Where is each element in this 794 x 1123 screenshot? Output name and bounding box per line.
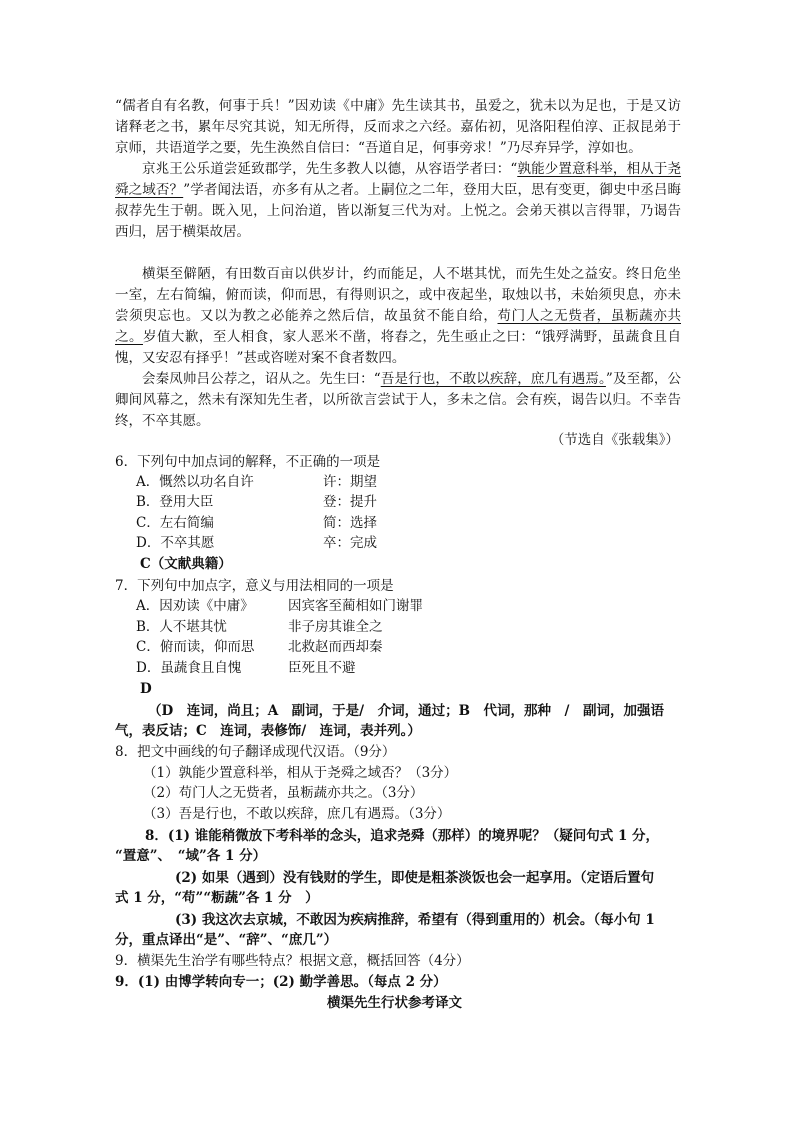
q6-option-a: [0, 472, 794, 492]
q8-answer-3-line-2: 分，重点译出“是”、“辞”、“庶几”）: [115, 932, 338, 948]
passage-p4-text-a: 会秦凤帅吕公荐之，诏从之。先生曰：“: [142, 371, 381, 387]
q6-option-a-text: A．慨然以功名自许: [136, 474, 254, 490]
q6-option-b-text: B．登用大臣: [136, 494, 214, 510]
q7-option-d-text: D．虽蔬食且自愧: [136, 660, 242, 676]
q8-item-1: （1）孰能少置意科举，相从于尧舜之域否？（3分）: [143, 765, 458, 781]
q7-option-c-compare: 北救赵而西却秦: [288, 639, 383, 655]
passage-paragraph-1: “儒者自有名教，何事于兵！”因劝读《中庸》先生读其书，虽爱之，犹未以为足也，于是又访诸释老之书，累年尽究其说，知无所得，反而求之六经。嘉佑初，见洛阳程伯淳、正叔昆弟于京师，共语道学之要，先生涣然自信曰：“吾道自足，何事旁求！”乃尽弃异学，淳如也。: [115, 98, 681, 156]
q6-option-c: [0, 513, 794, 533]
passage-p2-text-b: ”学者闻法语，亦多有从之者。上嗣位之二年，登用大臣，思有变更，御史中丞吕晦叔荐先生于朝。既入见，上问治道，皆以渐复三代为对。上悦之。会弟天祺以言得罪，乃谒告西归，居于横渠故居。: [115, 182, 681, 240]
q8-item-2: （2）苟门人之无赀者，虽粝蔬亦共之。（3分）: [143, 785, 424, 801]
q6-option-c-gloss: 简：选择: [323, 515, 377, 531]
q6-stem: 6．下列句中加点词的解释，不正确的一项是: [115, 454, 381, 470]
q8-answer-1-line-1: 8．(1) 谁能稍微放下考科举的念头，追求尧舜（那样）的境界呢？（疑问句式 1 分，: [145, 828, 660, 844]
q8-answer-3-line-1: (3) 我这次去京城，不敢因为疾病推辞，希望有（得到重用的）机会。（每小句 1: [175, 912, 655, 928]
passage-paragraph-4: [115, 369, 681, 432]
passage-p2-text-a: 京兆王公乐道尝延致郡学，先生多教人以德，从容语学者曰：“: [142, 161, 518, 177]
q7-answer: D: [140, 681, 152, 697]
passage-p4-text-b: ”及至都，公卿间风幕之，然未有深知先生者，以所欲言尝试于人，多未之信。会有疾，谒告以归。不幸告终，不卒其愿。: [115, 371, 682, 429]
q6-option-d-text: D．不卒其愿: [136, 535, 215, 551]
underlined-sentence-1: 孰能少置意科举，相从于尧舜之域否？: [115, 161, 682, 198]
q7-option-a-compare: 因宾客至蔺相如门谢罪: [288, 598, 423, 614]
q6-answer: C（文献典籍）: [140, 556, 232, 572]
q6-option-b-gloss: 登：提升: [323, 494, 377, 510]
q7-option-b: [0, 617, 794, 637]
underlined-sentence-3: 吾是行也，不敢以疾辞，庶几有遇焉。: [380, 371, 606, 387]
source-citation: （节选自《张载集》）: [550, 432, 679, 448]
q7-stem: 7．下列句中加点字，意义与用法相同的一项是: [115, 578, 394, 594]
q8-answer-2-line-2: 式 1 分，“苟”“粝蔬”各 1 分 ）: [115, 890, 319, 906]
q6-option-b: [0, 492, 794, 512]
q6-option-a-gloss: 许：期望: [323, 474, 377, 490]
q7-explanation-line-1: （D 连词，尚且；A 副词，于是/ 介词，通过；B 代词，那种 / 副词，加强语: [148, 703, 664, 719]
q7-option-c-text: C．俯而读，仰而思: [136, 639, 255, 655]
passage-paragraph-3: [115, 264, 681, 369]
q6-option-d: [0, 533, 794, 553]
q7-option-d-compare: 臣死且不避: [288, 660, 356, 676]
q8-item-3: （3）吾是行也，不敢以疾辞，庶几有遇焉。（3分）: [143, 806, 451, 822]
underlined-sentence-2: 苟门人之无赀者，虽粝蔬亦共之。: [115, 308, 681, 345]
q7-option-b-text: B．人不堪其忧: [136, 619, 227, 635]
q8-answer-1-line-2: “置意”、 “域”各 1 分）: [115, 848, 267, 864]
q7-option-d: [0, 658, 794, 678]
q7-option-a: [0, 596, 794, 616]
q9-answer: 9．(1) 由博学转向专一；(2) 勤学善思。（每点 2 分）: [115, 974, 447, 990]
q8-stem: 8．把文中画线的句子翻译成现代汉语。（9分）: [115, 744, 396, 760]
passage-p3-text-a: 横渠至僻陋，有田数百亩以供岁计，约而能足，人不堪其忧，而先生处之益安。终日危坐一室，左右简编，俯而读，仰而思，有得则识之，或中夜起坐，取烛以书，未始须臾息，亦未尝须臾忘也。又以为教之必能养之然后信，故虽贫不能自给，: [115, 266, 681, 324]
translation-heading: 横渠先生行状参考译文: [327, 995, 462, 1011]
q7-explanation-line-2: 气，表反诘；C 连词，表修饰/ 连词，表并列。）: [115, 723, 421, 739]
q9-stem: 9．横渠先生治学有哪些特点？根据文意，概括回答（4分）: [115, 953, 470, 969]
q7-option-c: [0, 637, 794, 657]
q7-option-a-text: A．因劝读《中庸》: [136, 598, 254, 614]
q6-option-d-gloss: 卒：完成: [323, 535, 377, 551]
passage-p3-text-b: 岁值大歉，至人相食，家人恶米不凿，将舂之，先生亟止之曰：“饿殍满野，虽蔬食且自愧，又安忍有择乎！”甚或咨嗟对案不食者数四。: [115, 329, 682, 366]
q7-option-b-compare: 非子房其谁全之: [288, 619, 383, 635]
q8-answer-2-line-1: (2) 如果（遇到）没有钱财的学生，即使是粗茶淡饭也会一起享用。（定语后置句: [175, 870, 655, 886]
q6-option-c-text: C．左右简编: [136, 515, 214, 531]
passage-paragraph-2: [115, 159, 681, 243]
